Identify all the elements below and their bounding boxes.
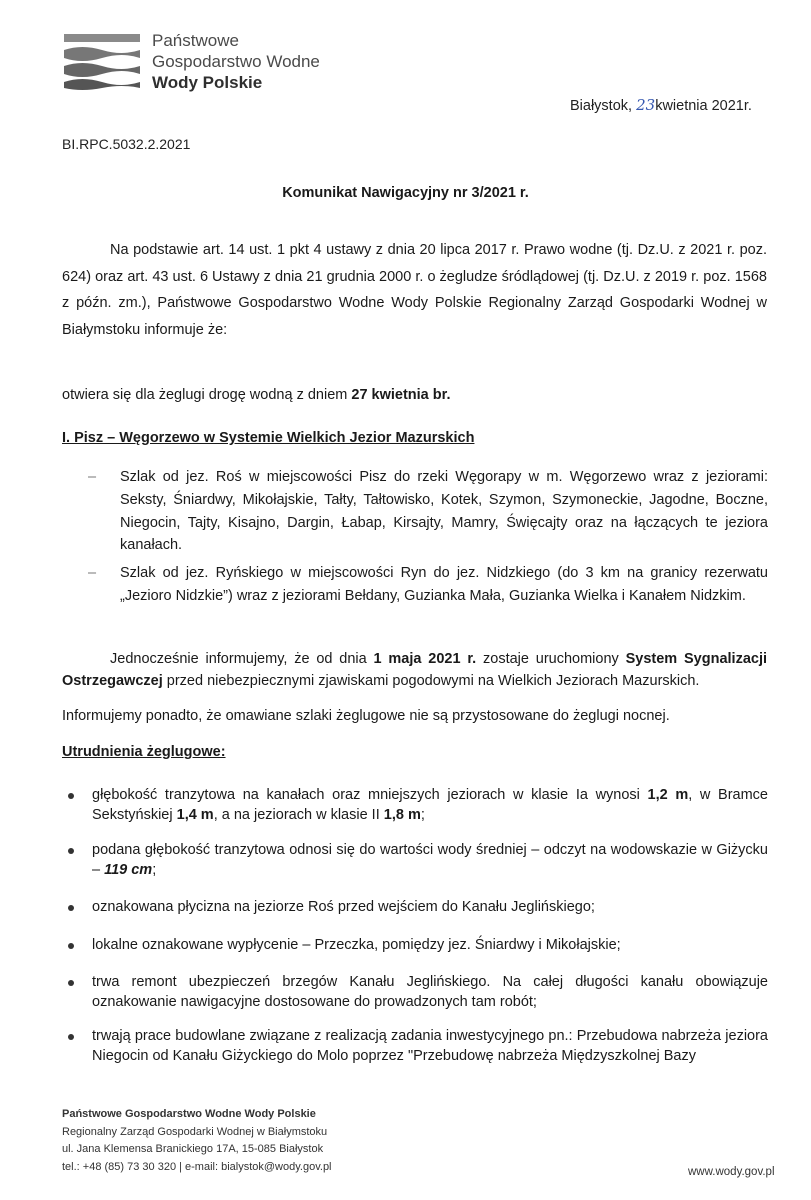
difficulty-text: oznakowana płycizna na jeziorze Roś przed wejściem do Kanału Jeglińskiego; xyxy=(92,899,595,915)
route-text: Szlak od jez. Roś w miejscowości Pisz do rzeki Węgorapy w m. Węgorzewo wraz z jeziorami: Seksty, Śniardwy, Mikołajskie, Tałty, Tałtowisko, Kotek, Szymon, Szymoneckie, Jagodne, Boczne, Niegocin, Tajty, Kisajno, Dargin, Łabap, Kirsajty, Mamry, Święcajty oraz na łączących te jeziora kanałach. xyxy=(120,469,768,554)
bullet-dot xyxy=(68,848,74,854)
opening-text: otwiera się dla żeglugi drogę wodną z dniem xyxy=(62,387,352,403)
difficulty-text xyxy=(92,841,768,880)
route-item xyxy=(88,466,768,557)
info-text: Jednocześnie informujemy, że od dnia xyxy=(110,651,374,667)
footer-address xyxy=(62,1106,332,1176)
info-paragraph-signal-system xyxy=(62,648,767,692)
place: Białystok, xyxy=(570,98,633,114)
bullet-dot xyxy=(68,1034,74,1040)
dash-marker: – xyxy=(88,469,97,485)
t: głębokość tranzytowa na kanałach oraz mniejszych jeziorach w klasie Ia wynosi xyxy=(92,787,648,803)
t: ; xyxy=(152,861,157,878)
info-paragraph-night: Informujemy ponadto, że omawiane szlaki żeglugowe nie są przystosowane do żeglugi nocnej. xyxy=(62,708,670,724)
wody-polskie-logo xyxy=(62,30,142,92)
handwritten-day: 23 xyxy=(636,96,656,114)
info-text: przed niebezpiecznymi zjawiskami pogodowymi na Wielkich Jeziorach Mazurskich. xyxy=(162,673,700,689)
info-date: 1 maja 2021 r. xyxy=(373,651,477,667)
difficulty-text xyxy=(92,786,768,825)
info-text: zostaje uruchomiony xyxy=(476,651,626,667)
depth-value: 1,4 m xyxy=(176,806,214,823)
intro-paragraph: Na podstawie art. 14 ust. 1 pkt 4 ustawy z dnia 20 lipca 2017 r. Prawo wodne (tj. Dz.U. z 2021 r. poz. 624) oraz art. 43 ust. 6 Ustawy z dnia 21 grudnia 2000 r. o żegludze śródlądowej (tj. Dz.U. z 2019 r. poz. 1568 z późn. zm.), Państwowe Gospodarstwo Wodne Wody Polskie Regionalny Zarząd Gospodarki Wodnej w Białymstoku informuje że: xyxy=(62,242,767,338)
route-item xyxy=(88,562,768,608)
info-system-name: System Sygnalizacji Ostrzegawczej xyxy=(62,651,768,689)
dash-marker: – xyxy=(88,565,97,581)
footer-website: www.wody.gov.pl xyxy=(688,1166,775,1178)
opening-line xyxy=(62,387,451,403)
document-title: Komunikat Nawigacyjny nr 3/2021 r. xyxy=(282,185,529,201)
gauge-reading: 119 cm xyxy=(104,861,153,878)
date-rest: kwietnia 2021r. xyxy=(655,98,752,114)
t: podana głębokość tranzytowa odnosi się do wartości wody średniej – odczyt na wodowskazie w Giżycku – xyxy=(92,842,768,878)
section-heading: I. Pisz – Węgorzewo w Systemie Wielkich Jezior Mazurskich xyxy=(62,430,475,446)
difficulty-item xyxy=(68,936,768,956)
logo-line-1: Państwowe xyxy=(152,31,239,50)
depth-value: 1,8 m xyxy=(383,806,421,823)
difficulty-text: lokalne oznakowane wypłycenie – Przeczka, pomiędzy jez. Śniardwy i Mikołajskie; xyxy=(92,937,621,953)
depth-value: 1,2 m xyxy=(647,787,689,803)
difficulties-heading: Utrudnienia żeglugowe: xyxy=(62,744,226,760)
difficulty-item xyxy=(68,786,768,825)
footer-region: Regionalny Zarząd Gospodarki Wodnej w Białymstoku xyxy=(62,1125,328,1138)
bullet-dot xyxy=(68,793,74,799)
difficulty-text: trwa remont ubezpieczeń brzegów Kanału Jeglińskiego. Na całej długości kanału obowiązuje oznakowanie nawigacyjne dostosowane do prowadzonych tam robót; xyxy=(92,974,768,1010)
place-date xyxy=(570,96,752,114)
difficulty-item xyxy=(68,841,768,880)
footer-org: Państwowe Gospodarstwo Wodne Wody Polskie xyxy=(62,1108,316,1120)
logo-text xyxy=(152,30,320,93)
logo-line-3: Wody Polskie xyxy=(152,73,263,92)
bullet-dot xyxy=(68,980,74,986)
difficulty-item xyxy=(68,898,768,918)
logo-line-2: Gospodarstwo Wodne xyxy=(152,52,320,71)
bullet-dot xyxy=(68,905,74,911)
difficulty-item xyxy=(68,1027,768,1066)
t: , a na jeziorach w klasie II xyxy=(213,806,384,823)
route-text: Szlak od jez. Ryńskiego w miejscowości Ryn do jez. Nidzkiego (do 3 km na granicy rezerwatu „Jezioro Nidzkie”) wraz z jeziorami Bełdany, Guzianka Mała, Guzianka Wielka i Kanałem Nidzkim. xyxy=(120,565,768,604)
difficulty-item xyxy=(68,973,768,1012)
opening-date: 27 kwietnia br. xyxy=(351,387,451,403)
reference-number: BI.RPC.5032.2.2021 xyxy=(62,136,191,152)
footer-street: ul. Jana Klemensa Branickiego 17A, 15-085 Białystok xyxy=(62,1143,324,1155)
difficulty-text: trwają prace budowlane związane z realizacją zadania inwestycyjnego pn.: Przebudowa nabrzeża jeziora Niegocin od Kanału Giżyckiego do Molo poprzez "Przebudowę nabrzeża Międzyszkolnej Bazy xyxy=(92,1028,768,1064)
bullet-dot xyxy=(68,943,74,949)
t: ; xyxy=(420,806,425,823)
footer-contact: tel.: +48 (85) 73 30 320 | e-mail: bialystok@wody.gov.pl xyxy=(62,1160,332,1173)
t: , w Bramce Sekstyńskiej xyxy=(92,787,768,823)
